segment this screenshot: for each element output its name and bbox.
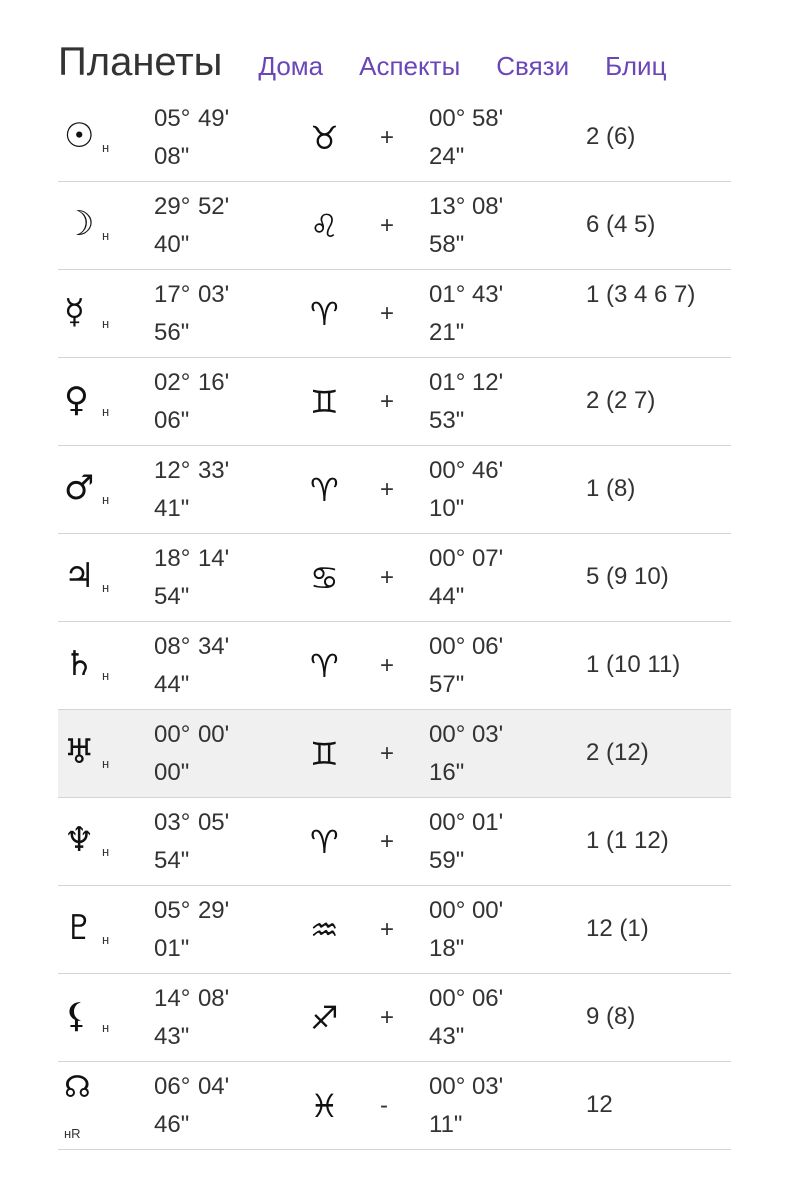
house-numbers: 6 (4 5) <box>586 211 656 238</box>
planet-marker: н <box>102 492 110 507</box>
planet-degree: 00° 00' 00" <box>154 721 230 786</box>
pluto-icon: ♇ <box>64 908 95 948</box>
planet-row[interactable] <box>58 358 731 446</box>
planet-degree: 29° 52' 40" <box>154 193 230 258</box>
aries-icon: ♈ <box>310 471 339 509</box>
direction-sign: + <box>380 300 395 327</box>
leo-icon: ♌ <box>310 207 339 245</box>
house-numbers: 2 (12) <box>586 739 649 766</box>
direction-sign: + <box>380 652 395 679</box>
daily-shift: 00° 06' 43" <box>429 985 504 1050</box>
planet-row[interactable] <box>58 94 731 182</box>
direction-sign: + <box>380 828 395 855</box>
daily-shift: 00° 03' 11" <box>429 1073 504 1138</box>
direction-sign: + <box>380 740 395 767</box>
north-node-icon: ☊ <box>64 1070 91 1105</box>
house-numbers: 1 (8) <box>586 475 636 502</box>
direction-sign: + <box>380 1004 395 1031</box>
planet-row[interactable] <box>58 710 731 798</box>
direction-sign: + <box>380 476 395 503</box>
direction-sign: + <box>380 124 395 151</box>
tab-planets[interactable]: Планеты <box>58 40 223 84</box>
taurus-icon: ♉ <box>310 119 339 157</box>
planet-marker: н <box>102 932 110 947</box>
daily-shift: 00° 03' 16" <box>429 721 504 786</box>
cancer-icon: ♋ <box>310 559 339 597</box>
house-numbers: 2 (2 7) <box>586 387 656 414</box>
planet-row[interactable] <box>58 446 731 534</box>
planet-marker: н <box>102 756 110 771</box>
direction-sign: + <box>380 388 395 415</box>
planets-table <box>58 94 731 1150</box>
aries-icon: ♈ <box>310 295 339 333</box>
planet-degree: 03° 05' 54" <box>154 809 230 874</box>
sun-icon: ☉ <box>64 116 95 156</box>
planet-degree: 05° 29' 01" <box>154 897 230 962</box>
planet-degree: 17° 03' 56" <box>154 281 230 346</box>
house-numbers: 9 (8) <box>586 1003 636 1030</box>
daily-shift: 00° 46' 10" <box>429 457 504 522</box>
planet-degree: 12° 33' 41" <box>154 457 230 522</box>
daily-shift: 13° 08' 58" <box>429 193 504 258</box>
house-numbers: 5 (9 10) <box>586 563 669 590</box>
planet-row[interactable] <box>58 974 731 1062</box>
planet-marker: н <box>102 228 110 243</box>
tab-houses[interactable]: Дома <box>258 51 324 81</box>
planet-marker: н <box>102 668 110 683</box>
daily-shift: 00° 01' 59" <box>429 809 504 874</box>
sagittarius-icon: ♐ <box>310 999 339 1037</box>
planet-row[interactable] <box>58 886 731 974</box>
planet-degree: 18° 14' 54" <box>154 545 230 610</box>
planet-row[interactable] <box>58 534 731 622</box>
daily-shift: 00° 58' 24" <box>429 105 504 170</box>
direction-sign: + <box>380 916 395 943</box>
direction-sign: - <box>380 1092 388 1119</box>
daily-shift: 01° 12' 53" <box>429 369 504 434</box>
house-numbers: 12 <box>586 1091 613 1118</box>
moon-icon: ☽ <box>64 204 95 244</box>
planet-marker: н <box>102 580 110 595</box>
planet-row[interactable] <box>58 622 731 710</box>
aries-icon: ♈ <box>310 647 339 685</box>
direction-sign: + <box>380 564 395 591</box>
daily-shift: 00° 00' 18" <box>429 897 504 962</box>
mars-icon: ♂ <box>64 468 95 508</box>
jupiter-icon: ♃ <box>64 556 95 596</box>
house-numbers: 1 (10 11) <box>586 651 681 678</box>
tab-blitz[interactable]: Блиц <box>605 51 667 81</box>
daily-shift: 01° 43' 21" <box>429 281 504 346</box>
house-numbers: 1 (3 4 6 7) <box>586 281 696 308</box>
planet-marker: нR <box>64 1126 81 1141</box>
planet-degree: 14° 08' 43" <box>154 985 230 1050</box>
planet-marker: н <box>102 316 110 331</box>
planet-marker: н <box>102 140 110 155</box>
neptune-icon: ♆ <box>64 820 95 860</box>
planet-degree: 08° 34' 44" <box>154 633 230 698</box>
aquarius-icon: ♒ <box>310 911 339 949</box>
saturn-icon: ♄ <box>64 644 95 684</box>
planet-marker: н <box>102 844 110 859</box>
tab-connections[interactable]: Связи <box>496 51 570 81</box>
planet-degree: 06° 04' 46" <box>154 1073 230 1138</box>
gemini-icon: ♊ <box>310 383 339 421</box>
planet-row[interactable] <box>58 182 731 270</box>
lilith-icon: ⚸ <box>64 996 89 1036</box>
planet-degree: 02° 16' 06" <box>154 369 230 434</box>
planet-row[interactable] <box>58 270 731 358</box>
planet-degree: 05° 49' 08" <box>154 105 230 170</box>
daily-shift: 00° 07' 44" <box>429 545 504 610</box>
house-numbers: 12 (1) <box>586 915 649 942</box>
planet-marker: н <box>102 404 110 419</box>
venus-icon: ♀ <box>64 380 89 420</box>
mercury-icon: ☿ <box>64 292 85 332</box>
tab-bar <box>58 40 702 100</box>
planet-row[interactable] <box>58 798 731 886</box>
pisces-icon: ♓ <box>310 1087 339 1125</box>
planet-marker: н <box>102 1020 110 1035</box>
planet-row[interactable] <box>58 1062 731 1150</box>
house-numbers: 1 (1 12) <box>586 827 669 854</box>
aries-icon: ♈ <box>310 823 339 861</box>
house-numbers: 2 (6) <box>586 123 636 150</box>
direction-sign: + <box>380 212 395 239</box>
uranus-icon: ♅ <box>64 732 95 772</box>
tab-aspects[interactable]: Аспекты <box>359 51 461 81</box>
gemini-icon: ♊ <box>310 735 339 773</box>
daily-shift: 00° 06' 57" <box>429 633 504 698</box>
